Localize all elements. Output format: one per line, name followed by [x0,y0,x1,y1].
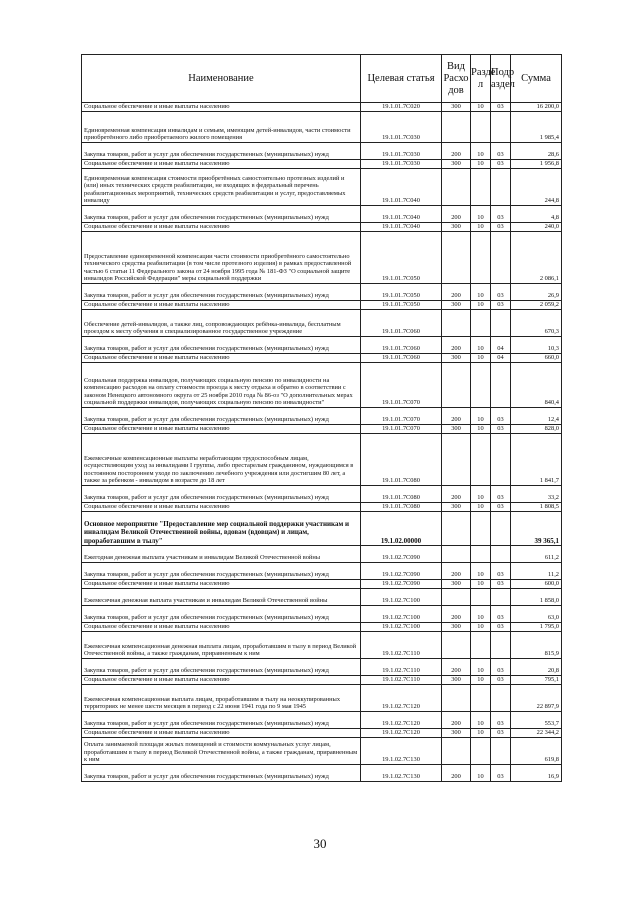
row-sum-cell: 244,8 [511,169,562,206]
row-code-cell: 19.1.01.7С060 [361,310,442,337]
table-row [82,232,562,284]
table-row [82,546,562,563]
row-code-cell: 19.1.02.7С100 [361,623,442,632]
row-sum-cell: 240,0 [511,223,562,232]
row-sum-cell: 795,1 [511,676,562,685]
table-row [82,223,562,232]
row-name-cell: Ежемесячная компенсационная денежная выплата лицам, проработавшим в тылу в период Великой Отечественной войны, а также гражданам, приравненным к ним [82,632,361,659]
row-code-cell: 19.1.02.7С100 [361,589,442,606]
row-code-cell: 19.1.01.7С020 [361,103,442,112]
row-subsection-cell [491,310,511,337]
table-body [82,103,562,782]
row-subsection-cell [491,169,511,206]
row-code-cell: 19.1.02.7С090 [361,580,442,589]
row-subsection-cell: 03 [491,425,511,434]
row-subsection-cell [491,232,511,284]
row-name-cell: Социальное обеспечение и иные выплаты населению [82,580,361,589]
row-code-cell: 19.1.01.7С080 [361,486,442,503]
row-sum-cell: 840,4 [511,363,562,408]
row-code-cell: 19.1.01.7С040 [361,223,442,232]
row-expense-type-cell: 300 [442,103,471,112]
row-code-cell: 19.1.01.7С070 [361,363,442,408]
header-name: Наименование [82,55,361,103]
row-section-cell: 10 [471,712,491,729]
row-subsection-cell: 03 [491,765,511,782]
row-section-cell: 10 [471,503,491,512]
row-section-cell [471,546,491,563]
table-row [82,589,562,606]
row-subsection-cell: 03 [491,301,511,310]
row-subsection-cell [491,546,511,563]
row-subsection-cell: 03 [491,676,511,685]
table-row [82,169,562,206]
row-expense-type-cell: 200 [442,712,471,729]
row-section-cell: 10 [471,486,491,503]
row-sum-cell: 619,8 [511,738,562,765]
row-code-cell: 19.1.02.7С120 [361,712,442,729]
row-expense-type-cell: 300 [442,503,471,512]
row-code-cell: 19.1.01.7С030 [361,143,442,160]
table-row [82,503,562,512]
table-row [82,206,562,223]
row-section-cell: 10 [471,223,491,232]
table-row [82,632,562,659]
header-section: Разде л [471,55,491,103]
row-section-cell [471,434,491,486]
row-expense-type-cell [442,363,471,408]
table-row [82,337,562,354]
row-section-cell: 10 [471,580,491,589]
row-section-cell: 10 [471,765,491,782]
row-code-cell: 19.1.01.7С050 [361,284,442,301]
row-sum-cell: 828,0 [511,425,562,434]
row-name-cell: Закупка товаров, работ и услуг для обеспечения государственных (муниципальных) нужд [82,337,361,354]
row-section-cell [471,112,491,143]
row-subsection-cell: 03 [491,486,511,503]
table-row [82,434,562,486]
row-code-cell: 19.1.01.7С060 [361,337,442,354]
row-section-cell: 10 [471,729,491,738]
row-section-cell: 10 [471,143,491,160]
row-sum-cell: 1 858,0 [511,589,562,606]
table-row [82,363,562,408]
row-name-cell: Социальное обеспечение и иные выплаты населению [82,503,361,512]
row-expense-type-cell: 200 [442,408,471,425]
row-sum-cell: 22 897,9 [511,685,562,712]
row-code-cell: 19.1.01.7С040 [361,206,442,223]
row-expense-type-cell [442,546,471,563]
row-code-cell: 19.1.01.7С080 [361,503,442,512]
row-subsection-cell: 04 [491,354,511,363]
row-subsection-cell [491,363,511,408]
row-code-cell: 19.1.02.7С120 [361,729,442,738]
row-sum-cell: 600,0 [511,580,562,589]
row-code-cell: 19.1.01.7С050 [361,232,442,284]
row-name-cell: Социальное обеспечение и иные выплаты населению [82,354,361,363]
row-sum-cell: 611,2 [511,546,562,563]
row-name-cell: Социальное обеспечение и иные выплаты населению [82,623,361,632]
row-subsection-cell: 03 [491,712,511,729]
row-sum-cell: 10,3 [511,337,562,354]
row-name-cell: Основное мероприятие "Предоставление мер социальной поддержки участникам и инвалидам Великой Отечественной войны, вдовам (вдовцам) и лицам, проработавшим в тылу" [82,512,361,546]
row-section-cell: 10 [471,160,491,169]
row-code-cell: 19.1.02.7С100 [361,606,442,623]
row-name-cell: Оплата занимаемой площади жилых помещений и стоимости коммунальных услуг лицам, проработавшим в тылу в период Великой Отечественной войны, а также гражданам, приравненным к ним [82,738,361,765]
table-row [82,310,562,337]
row-name-cell: Социальная поддержка инвалидов, получающих социальную пенсию по инвалидности на компенсацию расходов на оплату стоимости проезда к месту отдыха и обратно в соответствии с законом Ненецкого автономного округа от 25 ноября 2010 года № 86-оз "О дополнительных мерах социальной поддержки инвалидов, получающих социальную пенсию по инвалидности" [82,363,361,408]
row-expense-type-cell [442,310,471,337]
row-name-cell: Ежемесячная компенсационная выплата лицам, проработавшим в тылу на неоккупированных территориях не менее шести месяцев в период с 22 июня 1941 года по 9 мая 1945 [82,685,361,712]
row-expense-type-cell: 300 [442,301,471,310]
row-expense-type-cell: 200 [442,765,471,782]
row-expense-type-cell: 200 [442,606,471,623]
row-name-cell: Единовременная компенсация стоимости приобретённых самостоятельно протезных изделий и (или) иных технических средств реабилитации, не входящих в федеральный перечень реабилитационных мероприятий, технических средств реабилитации и услуг, предоставляемых инвалиду [82,169,361,206]
row-code-cell: 19.1.01.7С040 [361,169,442,206]
row-name-cell: Закупка товаров, работ и услуг для обеспечения государственных (муниципальных) нужд [82,712,361,729]
row-sum-cell: 2 059,2 [511,301,562,310]
row-expense-type-cell [442,632,471,659]
row-expense-type-cell [442,434,471,486]
row-name-cell: Социальное обеспечение и иные выплаты населению [82,676,361,685]
row-subsection-cell [491,512,511,546]
table-row [82,112,562,143]
row-name-cell: Закупка товаров, работ и услуг для обеспечения государственных (муниципальных) нужд [82,143,361,160]
row-code-cell: 19.1.02.7С120 [361,685,442,712]
row-code-cell: 19.1.02.7С090 [361,546,442,563]
table-row [82,103,562,112]
header-row [82,55,562,103]
row-expense-type-cell: 300 [442,160,471,169]
row-sum-cell: 11,2 [511,563,562,580]
row-section-cell: 10 [471,659,491,676]
table-row [82,354,562,363]
row-code-cell: 19.1.01.7С030 [361,112,442,143]
table-row [82,606,562,623]
table-row [82,425,562,434]
row-section-cell: 10 [471,623,491,632]
row-sum-cell: 1 841,7 [511,434,562,486]
row-expense-type-cell: 300 [442,676,471,685]
table-row [82,563,562,580]
row-section-cell [471,363,491,408]
row-expense-type-cell [442,589,471,606]
table-row [82,512,562,546]
table-row [82,712,562,729]
table-row [82,408,562,425]
row-name-cell: Социальное обеспечение и иные выплаты населению [82,223,361,232]
row-subsection-cell [491,685,511,712]
row-name-cell: Ежегодная денежная выплата участникам и инвалидам Великой Отечественной войны [82,546,361,563]
row-sum-cell: 26,9 [511,284,562,301]
row-subsection-cell: 03 [491,580,511,589]
row-code-cell: 19.1.01.7С080 [361,434,442,486]
header-expense-type: Вид Расхо дов [442,55,471,103]
row-section-cell: 10 [471,206,491,223]
row-name-cell: Социальное обеспечение и иные выплаты населению [82,301,361,310]
row-name-cell: Закупка товаров, работ и услуг для обеспечения государственных (муниципальных) нужд [82,284,361,301]
row-name-cell: Закупка товаров, работ и услуг для обеспечения государственных (муниципальных) нужд [82,486,361,503]
row-code-cell: 19.1.02.7С110 [361,676,442,685]
row-section-cell [471,310,491,337]
row-subsection-cell [491,112,511,143]
row-name-cell: Обеспечение детей-инвалидов, а также лиц, сопровождающих ребёнка-инвалида, бесплатным проездом к месту обучения в специализированное государственное учреждение [82,310,361,337]
row-sum-cell: 1 985,4 [511,112,562,143]
row-subsection-cell: 03 [491,729,511,738]
row-expense-type-cell: 200 [442,206,471,223]
row-expense-type-cell: 200 [442,143,471,160]
row-subsection-cell: 03 [491,503,511,512]
row-section-cell: 10 [471,425,491,434]
row-subsection-cell [491,632,511,659]
table-row [82,729,562,738]
row-sum-cell: 63,0 [511,606,562,623]
row-expense-type-cell [442,112,471,143]
row-code-cell: 19.1.02.7С130 [361,738,442,765]
row-subsection-cell: 03 [491,563,511,580]
table-row [82,738,562,765]
row-name-cell: Социальное обеспечение и иные выплаты населению [82,729,361,738]
header-sum: Сумма [511,55,562,103]
row-section-cell: 10 [471,354,491,363]
row-subsection-cell: 03 [491,623,511,632]
row-section-cell: 10 [471,103,491,112]
table-row [82,685,562,712]
row-name-cell: Закупка товаров, работ и услуг для обеспечения государственных (муниципальных) нужд [82,408,361,425]
row-sum-cell: 1 795,0 [511,623,562,632]
row-code-cell: 19.1.02.00000 [361,512,442,546]
row-name-cell: Ежемесячные компенсационные выплаты неработающим трудоспособным лицам, осуществляющим уход за инвалидами I группы, либо престарелым гражданином, нуждающимся в постоянном постороннем уходе по заключению лечебного учреждения или достигшим 80 лет, а также за ребенком - инвалидом в возрасте до 18 лет [82,434,361,486]
row-expense-type-cell: 200 [442,284,471,301]
row-section-cell: 10 [471,676,491,685]
header-target-article: Целевая статья [361,55,442,103]
row-name-cell: Закупка товаров, работ и услуг для обеспечения государственных (муниципальных) нужд [82,206,361,223]
row-section-cell: 10 [471,337,491,354]
row-name-cell: Закупка товаров, работ и услуг для обеспечения государственных (муниципальных) нужд [82,659,361,676]
row-sum-cell: 1 808,5 [511,503,562,512]
row-code-cell: 19.1.01.7С070 [361,425,442,434]
table-row [82,676,562,685]
row-subsection-cell: 03 [491,206,511,223]
row-sum-cell: 660,0 [511,354,562,363]
row-expense-type-cell [442,232,471,284]
row-sum-cell: 553,7 [511,712,562,729]
row-section-cell [471,738,491,765]
row-section-cell: 10 [471,606,491,623]
row-sum-cell: 39 365,1 [511,512,562,546]
row-expense-type-cell: 300 [442,223,471,232]
row-expense-type-cell: 300 [442,729,471,738]
row-section-cell [471,512,491,546]
table-row [82,486,562,503]
row-section-cell [471,169,491,206]
row-sum-cell: 1 956,8 [511,160,562,169]
row-expense-type-cell: 300 [442,580,471,589]
row-expense-type-cell: 200 [442,486,471,503]
table-row [82,143,562,160]
row-code-cell: 19.1.01.7С030 [361,160,442,169]
row-expense-type-cell [442,512,471,546]
row-subsection-cell [491,738,511,765]
row-expense-type-cell [442,685,471,712]
row-sum-cell: 16 200,0 [511,103,562,112]
row-expense-type-cell: 300 [442,425,471,434]
row-expense-type-cell: 300 [442,354,471,363]
row-name-cell: Ежемесячная денежная выплата участникам и инвалидам Великой Отечественной войны [82,589,361,606]
row-subsection-cell: 03 [491,606,511,623]
row-expense-type-cell [442,169,471,206]
row-name-cell: Социальное обеспечение и иные выплаты населению [82,160,361,169]
row-sum-cell: 22 344,2 [511,729,562,738]
row-code-cell: 19.1.02.7С110 [361,632,442,659]
row-sum-cell: 670,3 [511,310,562,337]
row-subsection-cell: 04 [491,337,511,354]
table-row [82,765,562,782]
table-row [82,623,562,632]
row-sum-cell: 815,9 [511,632,562,659]
row-section-cell [471,632,491,659]
row-sum-cell: 28,6 [511,143,562,160]
table-row [82,301,562,310]
row-name-cell: Закупка товаров, работ и услуг для обеспечения государственных (муниципальных) нужд [82,765,361,782]
row-expense-type-cell [442,738,471,765]
row-name-cell: Закупка товаров, работ и услуг для обеспечения государственных (муниципальных) нужд [82,563,361,580]
row-section-cell: 10 [471,563,491,580]
row-subsection-cell: 03 [491,103,511,112]
page-number: 30 [313,836,327,851]
row-code-cell: 19.1.02.7С130 [361,765,442,782]
row-section-cell [471,232,491,284]
budget-table [81,54,562,782]
row-section-cell: 10 [471,408,491,425]
table-row [82,659,562,676]
row-expense-type-cell: 200 [442,563,471,580]
row-expense-type-cell: 200 [442,659,471,676]
row-code-cell: 19.1.01.7С050 [361,301,442,310]
table-row [82,580,562,589]
row-name-cell: Предоставление единовременной компенсации части стоимости приобретённого самостоятельно технического средства реабилитации (в том числе протезного изделия) в рамках предоставленной частью 6 статьи 11 Федерального закона от 24 ноября 1995 года № 181-ФЗ "О социальной защите инвалидов Российской Федерации" меры социальной поддержки [82,232,361,284]
table-row [82,284,562,301]
row-name-cell: Единовременная компенсация инвалидам и семьям, имеющим детей-инвалидов, части стоимости приобретённого либо приобретаемого жилого помещения [82,112,361,143]
row-sum-cell: 12,4 [511,408,562,425]
row-sum-cell: 4,8 [511,206,562,223]
row-sum-cell: 2 086,1 [511,232,562,284]
row-subsection-cell [491,589,511,606]
row-name-cell: Социальное обеспечение и иные выплаты населению [82,103,361,112]
row-subsection-cell: 03 [491,143,511,160]
row-name-cell: Закупка товаров, работ и услуг для обеспечения государственных (муниципальных) нужд [82,606,361,623]
row-subsection-cell: 03 [491,408,511,425]
row-subsection-cell [491,434,511,486]
row-code-cell: 19.1.02.7С090 [361,563,442,580]
row-name-cell: Социальное обеспечение и иные выплаты населению [82,425,361,434]
row-expense-type-cell: 200 [442,337,471,354]
row-subsection-cell: 03 [491,223,511,232]
row-sum-cell: 20,8 [511,659,562,676]
row-sum-cell: 16,9 [511,765,562,782]
row-code-cell: 19.1.01.7С070 [361,408,442,425]
row-section-cell: 10 [471,284,491,301]
row-expense-type-cell: 300 [442,623,471,632]
row-subsection-cell: 03 [491,659,511,676]
header-subsection: Подр аздел [491,55,511,103]
row-code-cell: 19.1.01.7С060 [361,354,442,363]
row-subsection-cell: 03 [491,284,511,301]
row-subsection-cell: 03 [491,160,511,169]
row-sum-cell: 33,2 [511,486,562,503]
row-section-cell: 10 [471,301,491,310]
row-section-cell [471,589,491,606]
row-section-cell [471,685,491,712]
table-row [82,160,562,169]
row-code-cell: 19.1.02.7С110 [361,659,442,676]
